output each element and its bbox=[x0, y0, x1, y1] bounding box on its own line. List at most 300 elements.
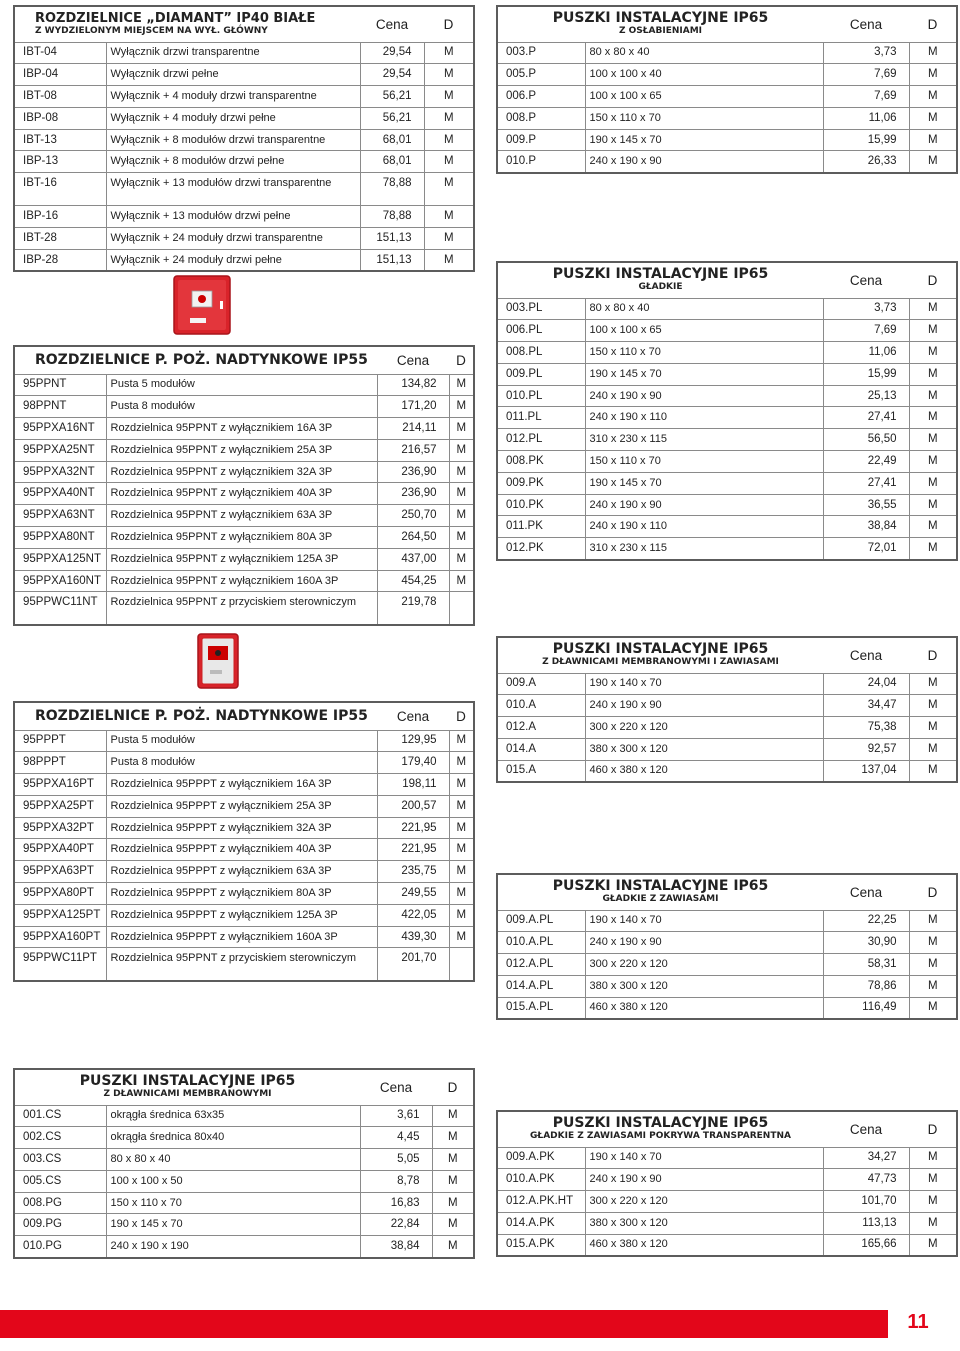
table-row bbox=[14, 752, 474, 774]
product-price: 34,47 bbox=[823, 695, 909, 717]
product-price: 235,75 bbox=[377, 861, 449, 883]
product-code: 95PPWC11PT bbox=[14, 948, 106, 981]
discount-group: M bbox=[432, 1105, 474, 1127]
discount-group: M bbox=[909, 407, 957, 429]
product-price: 3,73 bbox=[823, 42, 909, 64]
product-code: 012.A.PK.HT bbox=[497, 1191, 585, 1213]
col-disc: D bbox=[909, 1111, 957, 1147]
title-text: PUSZKI INSTALACYJNE IP65 bbox=[552, 1115, 769, 1132]
table-row bbox=[14, 548, 474, 570]
product-code: 95PPPT bbox=[14, 730, 106, 752]
product-price: 4,45 bbox=[360, 1127, 432, 1149]
discount-group: M bbox=[449, 418, 474, 440]
discount-group: M bbox=[432, 1170, 474, 1192]
product-code: 005.CS bbox=[14, 1170, 106, 1192]
product-code: 014.A.PK bbox=[497, 1212, 585, 1234]
product-description: 460 x 380 x 120 bbox=[585, 760, 823, 782]
table-row bbox=[14, 1149, 474, 1171]
discount-group: M bbox=[909, 151, 957, 173]
product-description: Pusta 5 modułów bbox=[106, 730, 377, 752]
table-title bbox=[497, 262, 823, 298]
product-code: 011.PL bbox=[497, 407, 585, 429]
discount-group: M bbox=[449, 926, 474, 948]
product-description: 190 x 140 x 70 bbox=[585, 1147, 823, 1169]
discount-group: M bbox=[432, 1127, 474, 1149]
product-description: Wyłącznik + 24 moduły drzwi transparentne bbox=[106, 228, 360, 250]
product-description: Rozdzielnica 95PPNT z wyłącznikiem 80A 3P bbox=[106, 527, 377, 549]
title-text: PUSZKI INSTALACYJNE IP65 bbox=[79, 1073, 296, 1090]
product-price: 219,78 bbox=[377, 592, 449, 625]
product-code: IBP-28 bbox=[14, 249, 106, 271]
product-description: Pusta 8 modułów bbox=[106, 396, 377, 418]
discount-group: M bbox=[909, 538, 957, 560]
product-code: 95PPXA160NT bbox=[14, 570, 106, 592]
product-price: 129,95 bbox=[377, 730, 449, 752]
discount-group: M bbox=[424, 151, 474, 173]
product-code: 95PPXA63NT bbox=[14, 505, 106, 527]
product-price: 200,57 bbox=[377, 795, 449, 817]
product-price: 179,40 bbox=[377, 752, 449, 774]
footer-accent-bar bbox=[0, 1310, 888, 1338]
product-price: 437,00 bbox=[377, 548, 449, 570]
product-code: 95PPXA25PT bbox=[14, 795, 106, 817]
title-text: PUSZKI INSTALACYJNE IP65 bbox=[552, 10, 769, 27]
product-code: 012.PK bbox=[497, 538, 585, 560]
product-price: 25,13 bbox=[823, 385, 909, 407]
table-row bbox=[497, 760, 957, 782]
discount-group: M bbox=[424, 228, 474, 250]
table-row bbox=[14, 86, 474, 108]
product-code: 001.CS bbox=[14, 1105, 106, 1127]
product-price: 30,90 bbox=[823, 932, 909, 954]
discount-group bbox=[449, 592, 474, 625]
product-price: 8,78 bbox=[360, 1170, 432, 1192]
discount-group: M bbox=[909, 695, 957, 717]
table-row bbox=[14, 1192, 474, 1214]
discount-group: M bbox=[449, 505, 474, 527]
product-description: 190 x 145 x 70 bbox=[585, 363, 823, 385]
product-description: 380 x 300 x 120 bbox=[585, 1212, 823, 1234]
table-row bbox=[14, 418, 474, 440]
product-price: 78,86 bbox=[823, 975, 909, 997]
product-description: Wyłącznik + 4 moduły drzwi pełne bbox=[106, 107, 360, 129]
product-description: 150 x 110 x 70 bbox=[585, 342, 823, 364]
product-description: okrągła średnica 63x35 bbox=[106, 1105, 360, 1127]
discount-group: M bbox=[909, 342, 957, 364]
table-row bbox=[14, 206, 474, 228]
table-title bbox=[14, 6, 360, 42]
product-description: 150 x 110 x 70 bbox=[106, 1192, 360, 1214]
product-price: 36,55 bbox=[823, 494, 909, 516]
product-code: 010.A.PK bbox=[497, 1169, 585, 1191]
table-puszki-a bbox=[496, 636, 958, 783]
product-price: 78,88 bbox=[360, 206, 424, 228]
table-row bbox=[14, 129, 474, 151]
table-row bbox=[497, 407, 957, 429]
subtitle-text: GŁADKIE Z ZAWIASAMI POKRYWA TRANSPARENTNA bbox=[530, 1131, 791, 1142]
product-price: 454,25 bbox=[377, 570, 449, 592]
table-row bbox=[497, 342, 957, 364]
product-code: 95PPXA16PT bbox=[14, 774, 106, 796]
table-title bbox=[497, 874, 823, 910]
product-description: 240 x 190 x 90 bbox=[585, 494, 823, 516]
table-row bbox=[497, 320, 957, 342]
col-disc: D bbox=[909, 262, 957, 298]
table-row bbox=[497, 1191, 957, 1213]
col-price: Cena bbox=[823, 1111, 909, 1147]
discount-group: M bbox=[909, 86, 957, 108]
product-code: 008.P bbox=[497, 107, 585, 129]
product-price: 116,49 bbox=[823, 997, 909, 1019]
table-row bbox=[14, 861, 474, 883]
product-price: 15,99 bbox=[823, 363, 909, 385]
product-code: 98PPNT bbox=[14, 396, 106, 418]
product-price: 34,27 bbox=[823, 1147, 909, 1169]
discount-group: M bbox=[449, 774, 474, 796]
product-price: 26,33 bbox=[823, 151, 909, 173]
product-code: 005.P bbox=[497, 64, 585, 86]
table-rozdzielnice-pt bbox=[13, 701, 475, 982]
table-diamant bbox=[13, 5, 475, 272]
product-code: 009.A bbox=[497, 673, 585, 695]
table-row bbox=[497, 932, 957, 954]
discount-group: M bbox=[909, 429, 957, 451]
product-price: 165,66 bbox=[823, 1234, 909, 1256]
product-code: 95PPXA125PT bbox=[14, 904, 106, 926]
product-code: 009.A.PL bbox=[497, 910, 585, 932]
discount-group: M bbox=[449, 374, 474, 396]
product-code: 98PPPT bbox=[14, 752, 106, 774]
product-code: 95PPXA80NT bbox=[14, 527, 106, 549]
product-price: 198,11 bbox=[377, 774, 449, 796]
table-row bbox=[497, 695, 957, 717]
table-row bbox=[14, 527, 474, 549]
table-row bbox=[14, 249, 474, 271]
subtitle-text: Z OSŁABIENIAMI bbox=[618, 26, 703, 37]
discount-group: M bbox=[424, 249, 474, 271]
product-description: Rozdzielnica 95PPNT z wyłącznikiem 125A 3P bbox=[106, 548, 377, 570]
col-disc: D bbox=[432, 1069, 474, 1105]
product-price: 27,41 bbox=[823, 407, 909, 429]
table-row bbox=[497, 363, 957, 385]
product-code: 014.A bbox=[497, 738, 585, 760]
subtitle-text: Z DŁAWNICAMI MEMBRANOWYMI bbox=[103, 1089, 272, 1100]
table-row bbox=[14, 1127, 474, 1149]
product-code: IBT-28 bbox=[14, 228, 106, 250]
table-header bbox=[14, 702, 474, 730]
discount-group: M bbox=[449, 461, 474, 483]
table-header bbox=[497, 637, 957, 673]
table-row bbox=[497, 451, 957, 473]
product-description: Rozdzielnica 95PPNT z przyciskiem sterowniczym bbox=[106, 592, 377, 625]
product-description: Rozdzielnica 95PPPT z wyłącznikiem 25A 3P bbox=[106, 795, 377, 817]
product-price: 16,83 bbox=[360, 1192, 432, 1214]
product-description: 240 x 190 x 90 bbox=[585, 385, 823, 407]
table-header bbox=[497, 6, 957, 42]
discount-group: M bbox=[909, 320, 957, 342]
table-row bbox=[14, 42, 474, 64]
table-row bbox=[497, 975, 957, 997]
discount-group: M bbox=[424, 86, 474, 108]
discount-group: M bbox=[449, 904, 474, 926]
discount-group: M bbox=[909, 472, 957, 494]
product-price: 38,84 bbox=[823, 516, 909, 538]
col-price: Cena bbox=[823, 637, 909, 673]
product-price: 68,01 bbox=[360, 151, 424, 173]
table-row bbox=[497, 151, 957, 173]
discount-group: M bbox=[432, 1192, 474, 1214]
discount-group: M bbox=[424, 129, 474, 151]
product-code: IBP-08 bbox=[14, 107, 106, 129]
discount-group: M bbox=[909, 997, 957, 1019]
product-price: 151,13 bbox=[360, 249, 424, 271]
discount-group: M bbox=[449, 483, 474, 505]
table-row bbox=[14, 505, 474, 527]
product-code: 006.PL bbox=[497, 320, 585, 342]
product-photo-nt bbox=[172, 274, 232, 336]
product-description: 380 x 300 x 120 bbox=[585, 975, 823, 997]
product-price: 75,38 bbox=[823, 717, 909, 739]
discount-group: M bbox=[449, 752, 474, 774]
product-price: 439,30 bbox=[377, 926, 449, 948]
product-price: 29,54 bbox=[360, 64, 424, 86]
product-price: 249,55 bbox=[377, 883, 449, 905]
product-description: Wyłącznik drzwi transparentne bbox=[106, 42, 360, 64]
product-price: 5,05 bbox=[360, 1149, 432, 1171]
product-code: IBP-13 bbox=[14, 151, 106, 173]
table-rozdzielnice-nt bbox=[13, 345, 475, 626]
table-row bbox=[497, 298, 957, 320]
product-code: 015.A bbox=[497, 760, 585, 782]
table-row bbox=[14, 948, 474, 981]
col-price: Cena bbox=[360, 6, 424, 42]
product-price: 22,84 bbox=[360, 1214, 432, 1236]
product-description: Rozdzielnica 95PPPT z wyłącznikiem 16A 3P bbox=[106, 774, 377, 796]
table-row bbox=[497, 738, 957, 760]
table-row bbox=[497, 717, 957, 739]
table-row bbox=[14, 374, 474, 396]
product-price: 101,70 bbox=[823, 1191, 909, 1213]
product-description: 80 x 80 x 40 bbox=[585, 298, 823, 320]
product-price: 56,21 bbox=[360, 107, 424, 129]
product-code: 010.P bbox=[497, 151, 585, 173]
table-row bbox=[14, 774, 474, 796]
product-code: IBT-13 bbox=[14, 129, 106, 151]
product-description: 300 x 220 x 120 bbox=[585, 954, 823, 976]
product-description: Rozdzielnica 95PPPT z wyłącznikiem 80A 3P bbox=[106, 883, 377, 905]
product-code: 015.A.PK bbox=[497, 1234, 585, 1256]
product-code: IBT-08 bbox=[14, 86, 106, 108]
product-code: 010.PK bbox=[497, 494, 585, 516]
table-row bbox=[497, 107, 957, 129]
product-code: 95PPXA63PT bbox=[14, 861, 106, 883]
discount-group: M bbox=[909, 64, 957, 86]
product-price: 214,11 bbox=[377, 418, 449, 440]
product-price: 47,73 bbox=[823, 1169, 909, 1191]
product-code: 008.PL bbox=[497, 342, 585, 364]
product-code: 011.PK bbox=[497, 516, 585, 538]
product-price: 3,73 bbox=[823, 298, 909, 320]
discount-group: M bbox=[909, 932, 957, 954]
table-title bbox=[497, 637, 823, 673]
product-code: 009.PG bbox=[14, 1214, 106, 1236]
product-description: Rozdzielnica 95PPNT z wyłącznikiem 32A 3P bbox=[106, 461, 377, 483]
discount-group: M bbox=[449, 817, 474, 839]
product-description: 80 x 80 x 40 bbox=[106, 1149, 360, 1171]
product-description: Wyłącznik drzwi pełne bbox=[106, 64, 360, 86]
page-number: 11 bbox=[907, 1311, 929, 1333]
subtitle-text: GŁADKIE Z ZAWIASAMI bbox=[602, 894, 719, 905]
product-price: 11,06 bbox=[823, 107, 909, 129]
product-price: 24,04 bbox=[823, 673, 909, 695]
table-row bbox=[497, 1147, 957, 1169]
product-description: Wyłącznik + 8 modułów drzwi pełne bbox=[106, 151, 360, 173]
table-row bbox=[14, 151, 474, 173]
product-price: 221,95 bbox=[377, 839, 449, 861]
product-code: 010.PG bbox=[14, 1236, 106, 1258]
table-row bbox=[14, 730, 474, 752]
table-row bbox=[497, 472, 957, 494]
product-code: 006.P bbox=[497, 86, 585, 108]
product-code: 95PPWC11NT bbox=[14, 592, 106, 625]
product-description: 300 x 220 x 120 bbox=[585, 717, 823, 739]
product-code: 008.PK bbox=[497, 451, 585, 473]
product-description: 240 x 190 x 110 bbox=[585, 407, 823, 429]
product-price: 27,41 bbox=[823, 472, 909, 494]
product-code: 003.PL bbox=[497, 298, 585, 320]
col-disc: D bbox=[909, 6, 957, 42]
product-price: 92,57 bbox=[823, 738, 909, 760]
discount-group: M bbox=[449, 570, 474, 592]
product-price: 171,20 bbox=[377, 396, 449, 418]
product-description: Wyłącznik + 8 modułów drzwi transparentne bbox=[106, 129, 360, 151]
product-code: 010.A bbox=[497, 695, 585, 717]
discount-group: M bbox=[449, 730, 474, 752]
table-row bbox=[14, 228, 474, 250]
product-description: 310 x 230 x 115 bbox=[585, 538, 823, 560]
product-code: 95PPNT bbox=[14, 374, 106, 396]
table-row bbox=[497, 385, 957, 407]
product-description: Rozdzielnica 95PPPT z wyłącznikiem 160A 3P bbox=[106, 926, 377, 948]
discount-group bbox=[449, 948, 474, 981]
product-price: 58,31 bbox=[823, 954, 909, 976]
product-description: 310 x 230 x 115 bbox=[585, 429, 823, 451]
product-description: okrągła średnica 80x40 bbox=[106, 1127, 360, 1149]
product-description: 460 x 380 x 120 bbox=[585, 1234, 823, 1256]
product-code: 95PPXA25NT bbox=[14, 439, 106, 461]
table-row bbox=[14, 795, 474, 817]
table-row bbox=[14, 883, 474, 905]
col-disc: D bbox=[909, 637, 957, 673]
discount-group: M bbox=[909, 107, 957, 129]
product-description: 460 x 380 x 120 bbox=[585, 997, 823, 1019]
product-description: 190 x 140 x 70 bbox=[585, 910, 823, 932]
product-description: 80 x 80 x 40 bbox=[585, 42, 823, 64]
product-price: 22,25 bbox=[823, 910, 909, 932]
product-code: IBP-16 bbox=[14, 206, 106, 228]
table-title: ROZDZIELNICE P. POŻ. NADTYNKOWE IP55 bbox=[14, 702, 377, 730]
product-price: 151,13 bbox=[360, 228, 424, 250]
table-row bbox=[14, 1105, 474, 1127]
product-description: 190 x 145 x 70 bbox=[585, 129, 823, 151]
table-row bbox=[497, 494, 957, 516]
discount-group: M bbox=[449, 839, 474, 861]
table-row bbox=[497, 1234, 957, 1256]
col-price: Cena bbox=[377, 346, 449, 374]
product-description: Wyłącznik + 13 modułów drzwi transparentne bbox=[106, 173, 360, 206]
product-description: 150 x 110 x 70 bbox=[585, 451, 823, 473]
col-disc: D bbox=[449, 346, 474, 374]
table-row bbox=[14, 592, 474, 625]
subtitle-text: Z WYDZIELONYM MIEJSCEM NA WYŁ. GŁÓWNY bbox=[35, 26, 268, 37]
table-row bbox=[497, 910, 957, 932]
title-text: PUSZKI INSTALACYJNE IP65 bbox=[552, 641, 769, 658]
product-price: 113,13 bbox=[823, 1212, 909, 1234]
product-description: 240 x 190 x 110 bbox=[585, 516, 823, 538]
product-price: 236,90 bbox=[377, 483, 449, 505]
table-row bbox=[497, 954, 957, 976]
product-description: 100 x 100 x 50 bbox=[106, 1170, 360, 1192]
discount-group: M bbox=[909, 298, 957, 320]
product-description: Rozdzielnica 95PPNT z wyłącznikiem 25A 3P bbox=[106, 439, 377, 461]
product-code: 95PPXA32NT bbox=[14, 461, 106, 483]
red-cabinet-icon bbox=[172, 274, 232, 336]
product-code: IBT-16 bbox=[14, 173, 106, 206]
table-row bbox=[497, 1169, 957, 1191]
table-row bbox=[14, 64, 474, 86]
subtitle-text: GŁADKIE bbox=[638, 282, 683, 293]
product-photo-pt bbox=[196, 632, 240, 690]
product-description: 100 x 100 x 40 bbox=[585, 64, 823, 86]
table-row bbox=[14, 1214, 474, 1236]
table-header bbox=[14, 6, 474, 42]
discount-group: M bbox=[424, 64, 474, 86]
product-description: 190 x 145 x 70 bbox=[585, 472, 823, 494]
product-price: 264,50 bbox=[377, 527, 449, 549]
col-price: Cena bbox=[823, 6, 909, 42]
discount-group: M bbox=[449, 527, 474, 549]
product-code: 012.PL bbox=[497, 429, 585, 451]
product-price: 56,21 bbox=[360, 86, 424, 108]
discount-group: M bbox=[449, 795, 474, 817]
title-text: PUSZKI INSTALACYJNE IP65 bbox=[552, 878, 769, 895]
product-price: 78,88 bbox=[360, 173, 424, 206]
discount-group: M bbox=[432, 1149, 474, 1171]
product-code: 002.CS bbox=[14, 1127, 106, 1149]
title-text: ROZDZIELNICE „DIAMANT” IP40 BIAŁE bbox=[35, 11, 316, 27]
product-code: 009.A.PK bbox=[497, 1147, 585, 1169]
product-price: 3,61 bbox=[360, 1105, 432, 1127]
col-disc: D bbox=[909, 874, 957, 910]
table-row bbox=[14, 173, 474, 206]
col-disc: D bbox=[424, 6, 474, 42]
table-row bbox=[14, 904, 474, 926]
product-price: 68,01 bbox=[360, 129, 424, 151]
table-row bbox=[497, 538, 957, 560]
discount-group: M bbox=[449, 396, 474, 418]
product-price: 422,05 bbox=[377, 904, 449, 926]
discount-group: M bbox=[909, 717, 957, 739]
discount-group: M bbox=[909, 1234, 957, 1256]
product-price: 7,69 bbox=[823, 86, 909, 108]
product-description: 240 x 190 x 90 bbox=[585, 151, 823, 173]
product-description: Rozdzielnica 95PPPT z wyłącznikiem 32A 3P bbox=[106, 817, 377, 839]
product-description: 100 x 100 x 65 bbox=[585, 86, 823, 108]
table-title bbox=[497, 6, 823, 42]
product-description: 190 x 145 x 70 bbox=[106, 1214, 360, 1236]
table-puszki-pl bbox=[496, 261, 958, 561]
col-price: Cena bbox=[377, 702, 449, 730]
